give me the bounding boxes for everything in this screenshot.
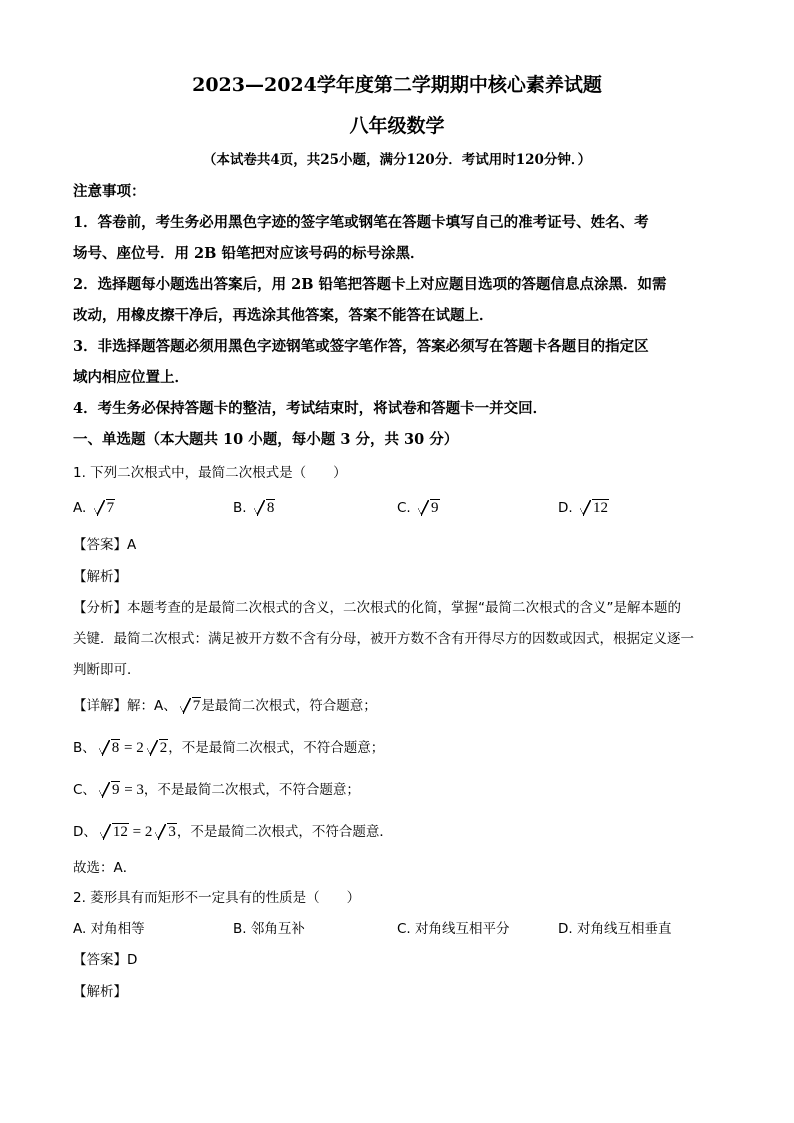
q1-option-d — [558, 498, 609, 518]
q1-conclusion: 故选：A． — [73, 860, 137, 876]
sqrt-symbol — [418, 498, 440, 518]
q1-option-d-radicand: 12 — [592, 500, 608, 516]
q1-option-b-letter: B. — [233, 500, 247, 516]
q1-option-a — [73, 498, 115, 518]
q1-detail-b-text: ，不是最简二次根式，不符合题意； — [168, 740, 385, 756]
q1-detail-c — [73, 780, 360, 800]
section-1-heading: 一、单选题（本大题共 10 小题，每小题 3 分，共 30 分） — [73, 431, 459, 448]
notice-item-1-line-1: 1．答卷前，考生务必用黑色字迹的签字笔或钢笔在答题卡填写自己的准考证号、姓名、考 — [73, 214, 649, 231]
q1-option-b — [233, 498, 275, 518]
q1-fenxi-line-1: 【分析】本题考查的是最简二次根式的含义，二次根式的化简，掌握“最简二次根式的含义”是解本题的 — [73, 600, 681, 616]
q1-detail-b-result-radicand: 2 — [159, 740, 168, 756]
q1-detail-a-radicand: 7 — [192, 698, 201, 714]
q1-answer: 【答案】A — [73, 537, 137, 553]
q1-detail-a — [73, 696, 377, 716]
q2-option-d-text: 对角线互相垂直 — [576, 921, 672, 937]
q1-detail-d-prefix: D、 — [73, 824, 97, 840]
exam-info: （本试卷共4页，共25小题，满分120分．考试用时120分钟．） — [202, 152, 592, 168]
q1-option-b-radicand: 8 — [266, 500, 275, 516]
q1-detail-d-result-radicand: 3 — [168, 824, 176, 840]
q1-detail-a-prefix: 【详解】解：A、 — [73, 698, 177, 714]
q1-option-a-radicand: 7 — [106, 500, 115, 516]
q2-option-a-letter: A. — [73, 921, 87, 937]
q1-detail-c-radicand: 9 — [111, 782, 120, 798]
notice-item-3-line-2: 域内相应位置上． — [73, 369, 189, 386]
sqrt-symbol — [155, 822, 177, 842]
q1-detail-d-radicand: 12 — [112, 824, 128, 840]
q2-option-b-text: 邻角互补 — [250, 921, 305, 937]
notice-item-1-line-2: 场号、座位号．用 2B 铅笔把对应该号码的标号涂黑． — [73, 245, 425, 262]
sqrt-symbol — [147, 738, 169, 758]
q1-detail-c-text: ，不是最简二次根式，不符合题意； — [143, 782, 360, 798]
sqrt-symbol — [99, 738, 121, 758]
q1-detail-a-text: 是最简二次根式，符合题意； — [201, 698, 377, 714]
q1-detail-b-radicand: 8 — [111, 740, 120, 756]
q1-option-d-letter: D. — [558, 500, 573, 516]
q1-detail-c-eq: = 3 — [120, 782, 144, 798]
sqrt-symbol — [100, 822, 129, 842]
sqrt-symbol — [94, 498, 116, 518]
q2-analysis-label: 【解析】 — [73, 984, 127, 1000]
q1-option-c-letter: C. — [397, 500, 411, 516]
exam-title: 2023—2024学年度第二学期期中核心素养试题 — [192, 74, 602, 96]
q2-option-c-letter: C. — [397, 921, 411, 937]
q1-option-a-letter: A. — [73, 500, 87, 516]
notice-item-2-line-2: 改动，用橡皮擦干净后，再选涂其他答案，答案不能答在试题上． — [73, 307, 494, 324]
q1-detail-b-prefix: B、 — [73, 740, 96, 756]
subject-title: 八年级数学 — [349, 115, 445, 137]
q2-answer: 【答案】D — [73, 952, 138, 968]
q2-option-a-text: 对角相等 — [90, 921, 145, 937]
q2-option-d-letter: D. — [558, 921, 573, 937]
sqrt-symbol — [180, 696, 202, 716]
question-1-stem: 1. 下列二次根式中，最简二次根式是（ ） — [73, 465, 347, 481]
q2-option-c-text: 对角线互相平分 — [415, 921, 510, 937]
question-2-stem: 2. 菱形具有而矩形不一定具有的性质是（ ） — [73, 890, 361, 906]
sqrt-symbol — [254, 498, 276, 518]
q1-option-c-radicand: 9 — [431, 500, 439, 516]
q2-option-b — [233, 919, 305, 939]
q1-detail-b — [73, 738, 384, 758]
q1-detail-d-text: ，不是最简二次根式，不符合题意． — [176, 824, 393, 840]
sqrt-symbol — [99, 780, 121, 800]
q1-detail-b-eq: = 2 — [120, 740, 144, 756]
q1-option-c — [397, 498, 440, 518]
q1-fenxi-line-3: 判断即可． — [73, 662, 141, 678]
notice-item-2-line-1: 2．选择题每小题选出答案后，用 2B 铅笔把答题卡上对应题目选项的答题信息点涂黑．如需 — [73, 276, 667, 293]
q1-detail-d-eq: = 2 — [128, 824, 153, 840]
q1-detail-c-prefix: C、 — [73, 782, 96, 798]
q2-option-b-letter: B. — [233, 921, 247, 937]
q2-option-c — [397, 919, 510, 939]
notice-item-4: 4．考生务必保持答题卡的整洁，考试结束时，将试卷和答题卡一并交回． — [73, 400, 548, 417]
notice-item-3-line-1: 3．非选择题答题必须用黑色字迹钢笔或签字笔作答，答案必须写在答题卡各题目的指定区 — [73, 338, 649, 355]
q2-option-d — [558, 919, 671, 939]
q2-option-a — [73, 919, 145, 939]
sqrt-symbol — [580, 498, 609, 518]
notice-heading: 注意事项： — [73, 183, 146, 200]
q1-analysis-label: 【解析】 — [73, 569, 127, 585]
q1-detail-d — [73, 822, 393, 842]
q1-fenxi-line-2: 关键．最简二次根式：满足被开方数不含有分母，被开方数不含有开得尽方的因数或因式，根据定义逐一 — [73, 631, 694, 647]
